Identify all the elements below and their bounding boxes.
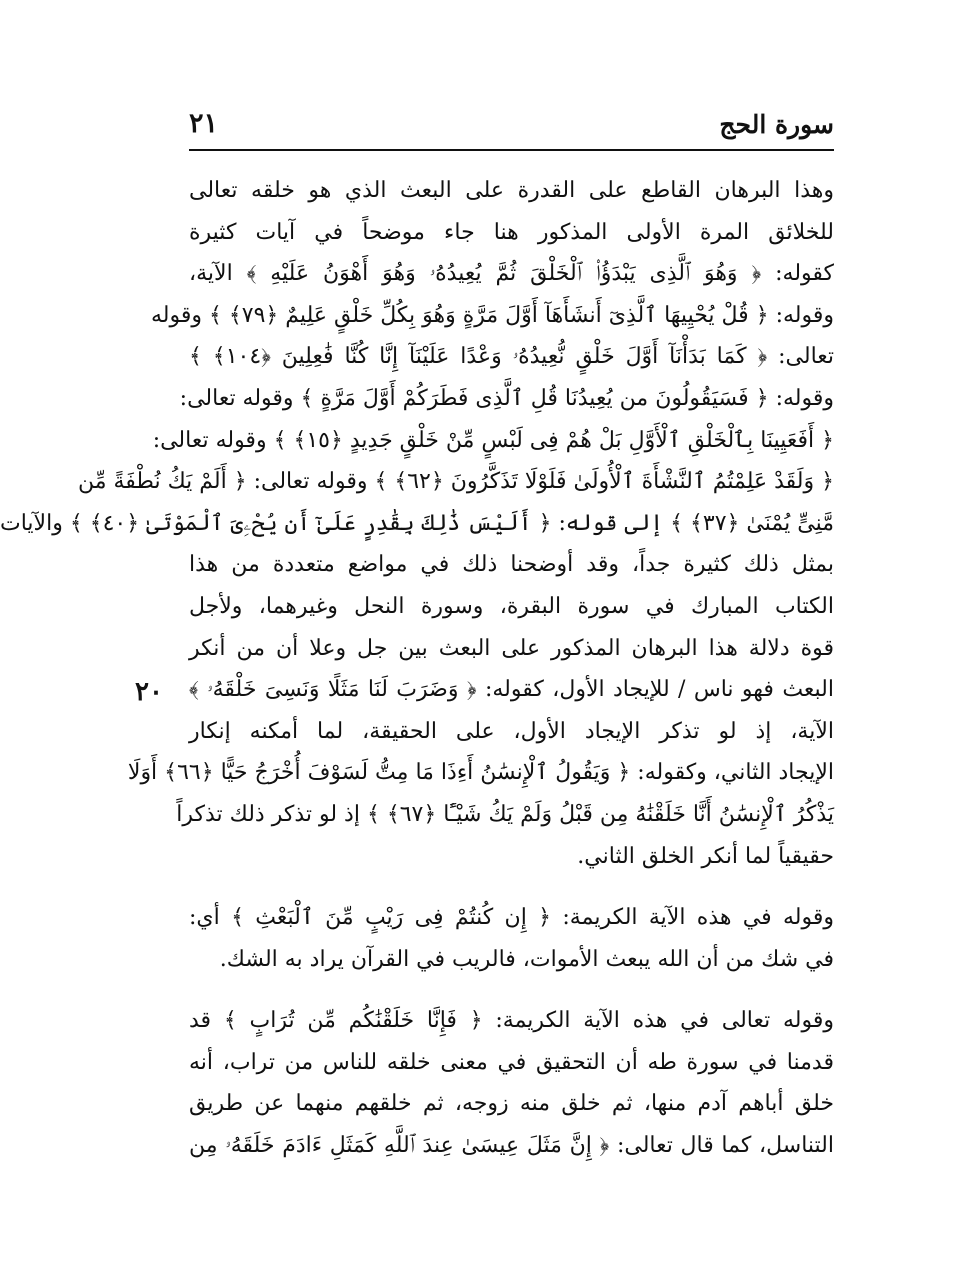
paragraph-gap <box>189 877 834 897</box>
text-line: الآية، إذ لو تذكر الإيجاد الأول، على الحقيقة، لما أمكنه إنكار <box>189 718 834 744</box>
text-line: للخلائق المرة الأولى المذكور هنا جاء موضحاً في آيات كثيرة <box>189 219 834 245</box>
paragraph-gap <box>189 980 834 1000</box>
text-line: خلق أباهم آدم منها، ثم خلق منه زوجه، ثم خلقهم منهما عن طريق <box>189 1091 834 1117</box>
paragraph <box>189 897 834 980</box>
text-line: الكتاب المبارك في سورة البقرة، وسورة النحل وغيرهما، ولأجل <box>189 593 834 619</box>
text-line: كقوله: ﴿ وَهُوَ ٱلَّذِى يَبْدَؤُا۟ ٱلْخَلْقَ ثُمَّ يُعِيدُهُۥ وَهُوَ أَهْوَنُ عَلَيْهِ ﴾ الآية، <box>189 261 834 287</box>
header-rule <box>189 149 834 151</box>
paragraph <box>189 1000 834 1166</box>
text-line: وقوله في هذه الآية الكريمة: ﴿ إِن كُنتُمْ فِى رَيْبٍ مِّنَ ٱلْبَعْثِ ﴾ أي: <box>189 905 834 931</box>
text-line: قدمنا في سورة طه أن التحقيق في معنى خلقه للناس من تراب، أنه <box>189 1049 834 1075</box>
margin-line-marker: ٢٠ <box>135 677 163 707</box>
text-line: وقوله: ﴿ فَسَيَقُولُونَ من يُعِيدُنَا قُلِ ٱلَّذِى فَطَرَكُمْ أَوَّلَ مَرَّةٍ ﴾ وقوله تعالى: <box>179 385 834 411</box>
text-line: وقوله: ﴿ قُلْ يُحْيِيهَا ٱلَّذِىٓ أَنشَأَهَآ أَوَّلَ مَرَّةٍ وَهُوَ بِكُلِّ خَلْقٍ عَلِيمٌ ﴿٧٩﴾ ﴾ وقوله <box>150 302 834 328</box>
text-line: تعالى: ﴿ كَمَا بَدَأْنَآ أَوَّلَ خَلْقٍ نُّعِيدُهُۥ وَعْدًا عَلَيْنَآ إِنَّا كُنَّا فَٰعِلِينَ ﴿١٠٤﴾ ﴾ <box>189 344 835 370</box>
text-line: قوة دلالة هذا البرهان المذكور على البعث بين جل وعلا أن من أنكر <box>189 635 834 661</box>
text-line: يَذْكُرُ ٱلْإِنسَٰنُ أَنَّا خَلَقْنَٰهُ مِن قَبْلُ وَلَمْ يَكُ شَيْـًٔا ﴿٦٧﴾ ﴾ إذ لو تذكر ذلك تذكراً <box>176 801 834 827</box>
text-line: حقيقياً لما أنكر الخلق الثاني. <box>577 843 834 869</box>
text-line: بمثل ذلك كثيرة جداً، وقد أوضحنا ذلك في مواضع متعددة من هذا <box>189 552 834 578</box>
text-line: البعث فهو ناس / للإيجاد الأول، كقوله: ﴿ وَضَرَبَ لَنَا مَثَلًا وَنَسِىَ خَلْقَهُۥ ﴾ <box>189 677 834 703</box>
text-line: مَّنِىٍّ يُمْنَىٰ ﴿٣٧﴾ ﴾ إلى قوله: ﴿ أَلَيْسَ ذَٰلِكَ بِقَٰدِرٍ عَلَىٰٓ أَن يُحْۦِىَ ٱلْمَوْتَىٰ ﴿٤٠﴾ ﴾ والآيات <box>0 510 834 536</box>
text-line: في شك من أن الله يبعث الأموات، فالريب في القرآن يراد به الشك. <box>219 946 834 972</box>
page-number: ٢١ <box>189 108 219 139</box>
text-line: وهذا البرهان القاطع على القدرة على البعث الذي هو خلقه تعالى <box>189 178 834 203</box>
text-line: التناسل، كما قال تعالى: ﴿ إِنَّ مَثَلَ عِيسَىٰ عِندَ ٱللَّهِ كَمَثَلِ ءَادَمَ خَلَقَهُۥ مِن <box>189 1133 834 1159</box>
running-title: سورة الحج <box>719 110 834 139</box>
page-header <box>189 106 834 148</box>
text-line: ﴿ أَفَعَيِينَا بِٱلْخَلْقِ ٱلْأَوَّلِ بَلْ هُمْ فِى لَبْسٍ مِّنْ خَلْقٍ جَدِيدٍ ﴿١٥﴾ ﴾ وقوله تعالى: <box>152 427 834 453</box>
text-line: ﴿ وَلَقَدْ عَلِمْتُمُ ٱلنَّشْأَةَ ٱلْأُولَىٰ فَلَوْلَا تَذَكَّرُونَ ﴿٦٢﴾ ﴾ وقوله تعالى: ﴿ أَلَمْ يَكُ نُطْفَةً مِّن <box>77 469 834 495</box>
text-line: الإيجاد الثاني، وكقوله: ﴿ وَيَقُولُ ٱلْإِنسَٰنُ أَءِذَا مَا مِتُّ لَسَوْفَ أُخْرَجُ حَيًّا ﴿٦٦﴾ أَوَلَا <box>127 760 834 786</box>
text-line: وقوله تعالى في هذه الآية الكريمة: ﴿ فَإِنَّا خَلَقْنَٰكُم مِّن تُرَابٍ ﴾ قد <box>189 1008 834 1034</box>
